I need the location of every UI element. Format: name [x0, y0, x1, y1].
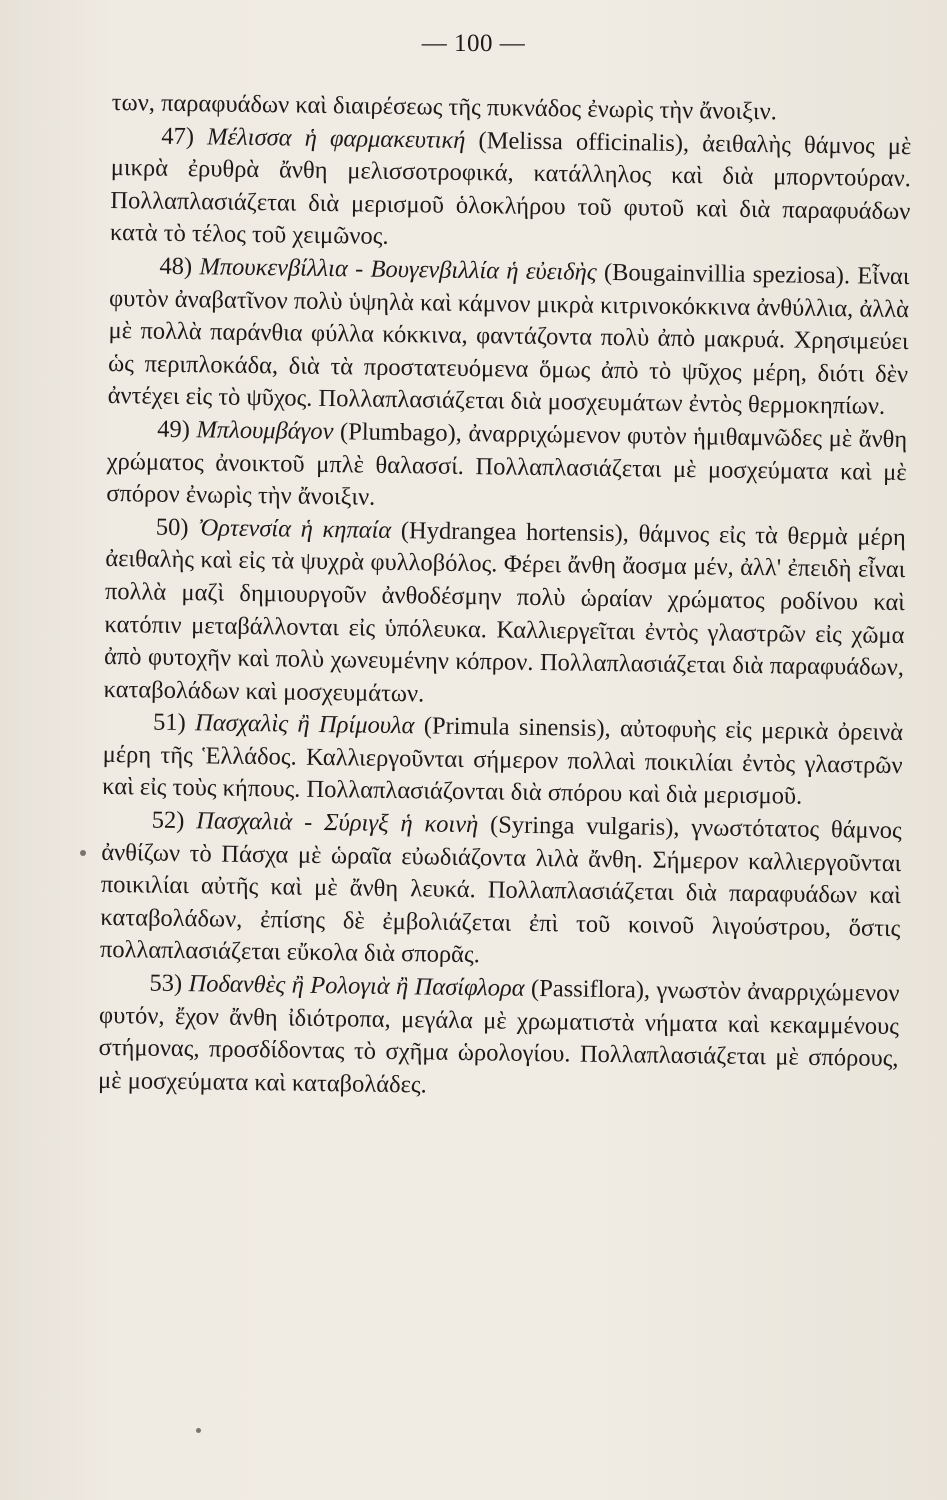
entry-latin-name: (Hydrangea hortensis), — [400, 516, 630, 547]
entry-description: γνωστὸν ἀναρριχώμενον φυτόν, ἔχον ἄνθη ἰδιότροπα, μεγάλα μὲ χρωματιστὰ νήματα καὶ κεκαμμένους στήμονας, προσδίδοντας τὸ σχῆμα ὡρολογίου. Πολλαπλασιάζεται μὲ σπόρους, μὲ μοσχεύματα καὶ καταβολάδες. — [97, 976, 900, 1099]
entry-description: γνωστότατος θάμνος ἀνθίζων τὸ Πάσχα μὲ ὡραῖα εὐωδιάζοντα λιλὰ ἄνθη. Σήμερον καλλιεργοῦνται ποικιλίαι αὐτῆς καὶ μὲ ἄνθη λευκά. Πολλαπλασιάζεται διὰ παραφυάδων καὶ καταβολάδων, ἐπίσης δὲ ἐμβολιάζεται ἐπὶ τοῦ κοινοῦ λιγούστρου, ὅστις πολλαπλασιάζεται εὔκολα διὰ σπορᾶς. — [99, 814, 902, 969]
entry-greek-name: Ὀρτενσία ἡ κηπαία — [197, 513, 392, 544]
entry-description: ἀναρριχώμενον φυτὸν ἡμιθαμνῶδες μὲ ἄνθη χρώματος ἀνοικτοῦ μπλὲ θαλασσί. Πολλαπλασιάζεται μὲ μοσχεύματα καὶ μὲ σπόρον ἐνωρὶς τὴν ἄνοιξιν. — [106, 419, 908, 511]
entry-greek-name: Ποδανθὲς ἢ Ρολογιὰ ἢ Πασίφλορα — [188, 970, 525, 1002]
ink-speck — [196, 1428, 201, 1433]
entry-description: Εἶναι φυτὸν ἀναβατῖνον πολὺ ὑψηλὰ καὶ κάμνον μικρὰ κιτρινοκόκκινα ἀνθύλλια, ἀλλὰ μὲ πολλὰ παράνθια φύλλα κόκκινα, φαντάζοντα πολὺ ἀπὸ μακρυά. Χρησιμεύει ὡς περιπλοκάδα, διὰ τὰ προστατευόμενα ὅμως ἀπὸ τὸ ψῦχος μέρη, διότι δὲν ἀντέχει εἰς τὸ ψῦχος. Πολλαπλασιάζεται διὰ μοσχευμάτων ἐντὸς θερμοκηπίων. — [107, 262, 910, 421]
entry-number: 47) — [161, 122, 195, 150]
entry-number: 49) — [157, 415, 191, 444]
entry-greek-name: Πασχαλὶς ἢ Πρίμουλα — [194, 709, 415, 740]
entry-description: θάμνος εἰς τὰ θερμὰ μέρη ἀειθαλὴς καὶ εἰς τὰ ψυχρὰ φυλλοβόλος. Φέρει ἄνθη ἄοσμα μέν, ἀλλ' ἐπειδὴ εἶναι πολλὰ μαζὶ δημιουργοῦν ἀνθοδέσμην πολὺ ὡραίαν χρώματος ροδίνου καὶ κατόπιν μεταβάλλονται εἰς ὑπόλευκα. Καλλιεργεῖται ἐντὸς γλαστρῶν εἰς χῶμα ἀπὸ φυτοχῆν καὶ πολὺ χωνευμένην κόπρον. Πολλαπλασιάζεται διὰ παραφυάδων, καταβολάδων καὶ μοσχευμάτων. — [103, 520, 906, 708]
entry-53 — [98, 967, 900, 1109]
entry-greek-name: Μπλουμβάγον — [196, 416, 334, 446]
entry-number: 50) — [155, 513, 189, 541]
entry-latin-name: (Syringa vulgaris), — [489, 811, 680, 842]
entry-52 — [100, 804, 902, 978]
ink-speck — [80, 850, 86, 856]
entry-description: αὐτοφυὴς εἰς μερικὰ ὀρεινὰ μέρη τῆς Ἑλλάδος. Καλλιεργοῦνται σήμερον πολλαὶ ποικιλίαι ἐντὸς γλαστρῶν καὶ εἰς τοὺς κήπους. Πολλαπλασιάζονται διὰ σπόρου καὶ διὰ μερισμοῦ. — [102, 715, 904, 811]
entry-latin-name: (Passiflora), — [530, 974, 651, 1004]
entry-number: 48) — [159, 252, 193, 281]
entry-50 — [103, 511, 906, 718]
entry-latin-name: (Melissa officinalis), — [478, 126, 690, 157]
entry-48 — [107, 250, 909, 424]
entry-greek-name: Μπουκενβίλλια - Βουγενβιλλία ἡ εὐειδὴς — [199, 253, 597, 286]
entry-latin-name: (Primula sinensis), — [423, 712, 611, 743]
page-body — [98, 87, 912, 1108]
entry-number: 51) — [152, 708, 186, 737]
entry-latin-name: (Plumbago), — [339, 418, 463, 447]
entry-number: 53) — [149, 969, 183, 998]
continuation-paragraph: των, παραφυάδων καὶ διαιρέσεως τῆς πυκνάδος ἐνωρὶς τὴν ἄνοιξιν. — [111, 88, 778, 126]
entry-greek-name: Πασχαλιὰ - Σύριγξ ἡ κοινὴ — [196, 807, 479, 839]
entry-49 — [106, 413, 907, 522]
entry-number: 52) — [151, 806, 185, 835]
entry-description: ἀειθαλὴς θάμνος μὲ μικρὰ ἐρυθρὰ ἄνθη μελισσοτροφικά, κατάλληλος καὶ διὰ μπορντούραν. Πολλαπλασιάζεται διὰ μερισμοῦ ὁλοκλήρου τοῦ φυτοῦ καὶ διὰ παραφυάδων κατὰ τὸ τέλος τοῦ χειμῶνος. — [109, 129, 912, 251]
entry-greek-name: Μέλισσα ἡ φαρμακευτική — [206, 122, 466, 154]
entry-51 — [102, 706, 903, 815]
entry-latin-name: (Bougainvillia speziosa). — [603, 258, 851, 290]
page-number: — 100 — — [421, 30, 526, 57]
entry-47 — [110, 120, 912, 262]
